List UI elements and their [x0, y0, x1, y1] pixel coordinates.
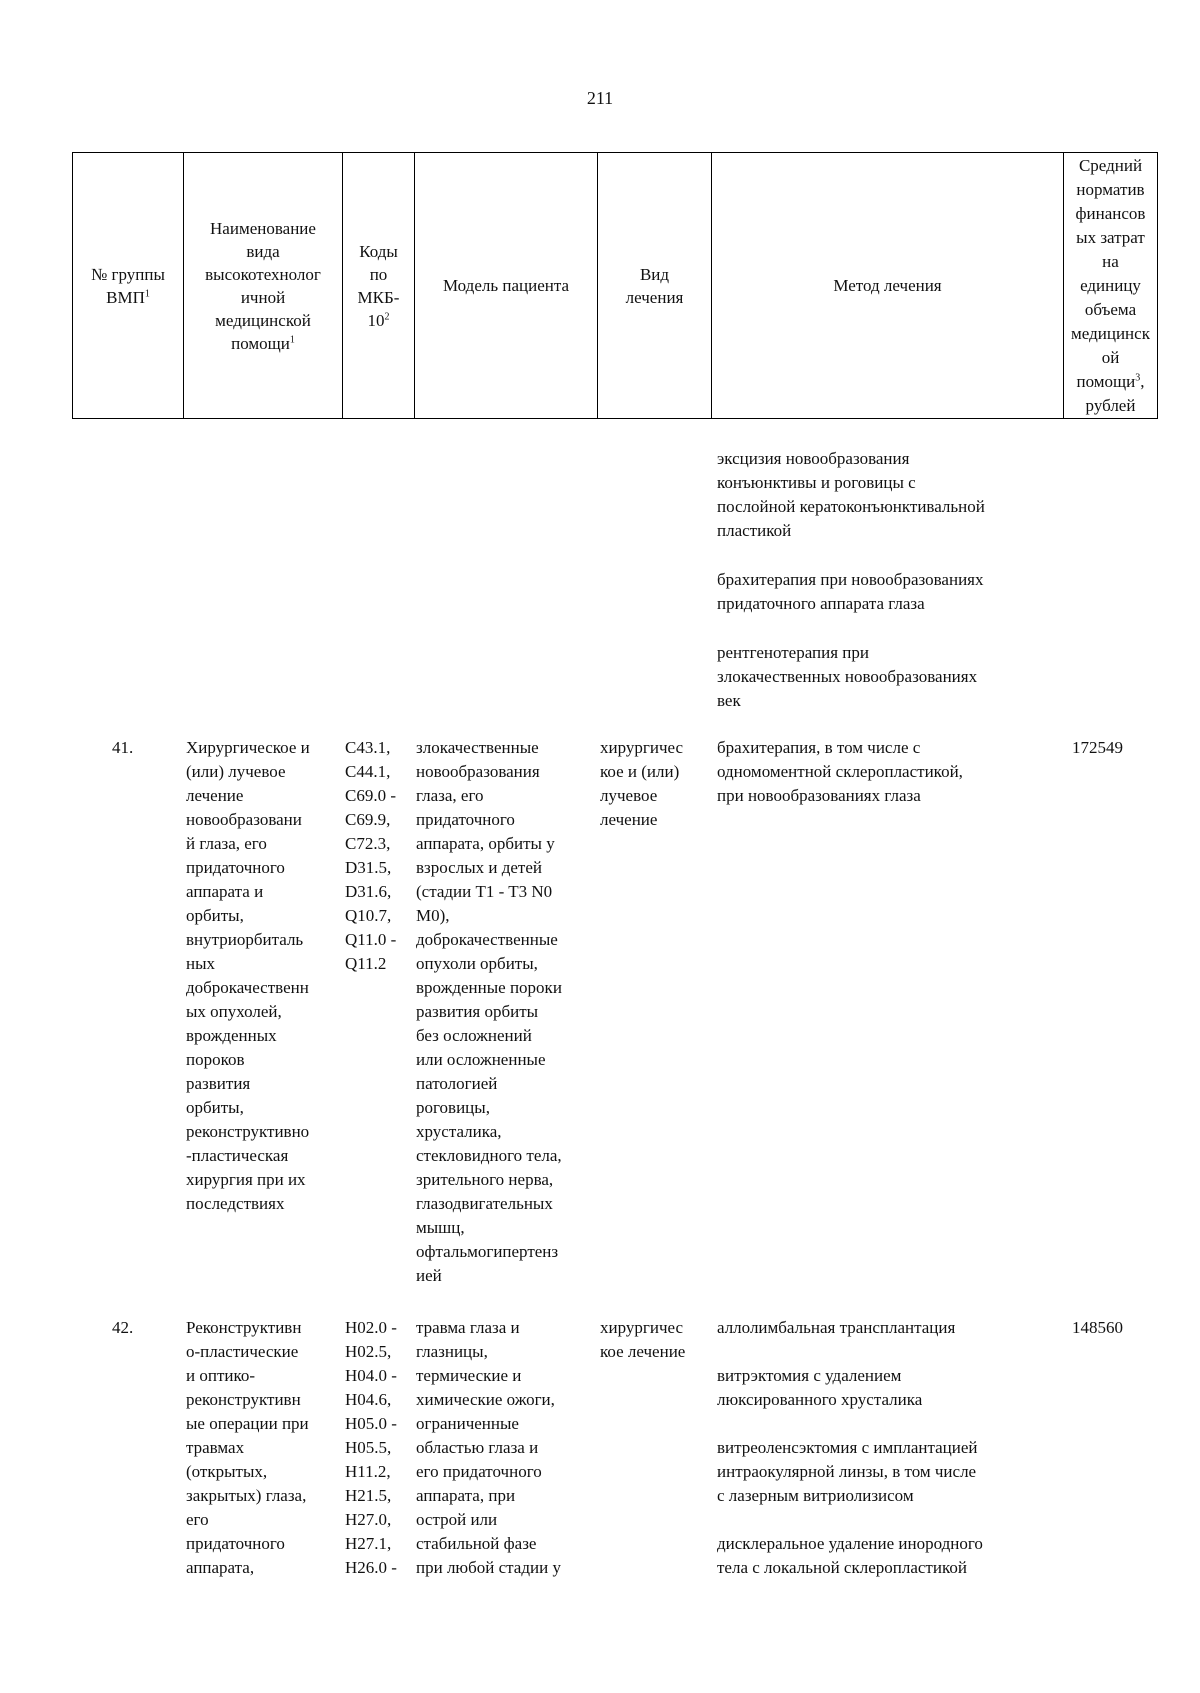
method-item: аллолимбальная трансплантация [717, 1318, 956, 1337]
row-treatment-type: хирургичес кое лечение [600, 1318, 686, 1361]
row-icd-codes: H02.0 - H02.5, H04.0 - H04.6, H05.0 - H05.5, H11.2, H21.5, H27.0, H27.1, H26.0 - [345, 1318, 397, 1577]
method-item: витреоленсэктомия с имплантацией интраокулярной линзы, в том числе с лазерным витриолизисом [717, 1438, 978, 1505]
header-table [72, 152, 1158, 419]
header-treatment-type: Вид лечения [598, 153, 712, 419]
page-number: 211 [586, 88, 614, 108]
row-patient-model: травма глаза и глазницы, термические и химические ожоги, ограниченные областью глаза и его придаточного аппарата, при острой или стабильной фазе при любой стадии у [416, 1318, 561, 1577]
header-group-number: № группы ВМП$^1$ [73, 153, 184, 419]
header-treatment-method: Метод лечения [712, 153, 1064, 419]
row-average-cost: 148560 [1072, 1318, 1123, 1337]
row-care-type: Хирургическое и (или) лучевое лечение новообразовани й глаза, его придаточного аппарата и орбиты, внутриорбиталь ных доброкачественн ых опухолей, врожденных пороков развития орбиты, реконструктивно -пластическая хирургия при их последствиях [186, 738, 310, 1213]
row-treatment-type: хирургичес кое и (или) лучевое лечение [600, 738, 684, 829]
method-item: брахитерапия при новообразованиях придаточного аппарата глаза [717, 570, 984, 613]
header-average-cost: Средний норматив финансов ых затрат на единицу объема медицинск ой помощи$^3$, рублей [1064, 153, 1158, 419]
row-average-cost: 172549 [1072, 738, 1123, 757]
method-item: рентгенотерапия при злокачественных новообразованиях век [717, 643, 978, 710]
header-patient-model: Модель пациента [415, 153, 598, 419]
row-care-type: Реконструктивн о-пластические и оптико- реконструктивн ые операции при травмах (открытых, закрытых) глаза, его придаточного аппарата, [186, 1318, 309, 1577]
row-number: 41. [112, 738, 134, 757]
header-care-type: Наименование вида высокотехнолог ичной медицинской помощи$^1$ [184, 153, 343, 419]
method-item: дисклеральное удаление инородного тела с локальной склеропластикой [717, 1534, 983, 1577]
row-icd-codes: C43.1, C44.1, C69.0 - C69.9, C72.3, D31.5, D31.6, Q10.7, Q11.0 - Q11.2 [345, 738, 397, 973]
method-item: витрэктомия с удалением люксированного хрусталика [717, 1366, 923, 1409]
method-item: брахитерапия, в том числе с одномоментной склеропластикой, при новообразованиях глаза [717, 738, 963, 805]
row-patient-model: злокачественные новообразования глаза, его придаточного аппарата, орбиты у взрослых и детей (стадии T1 - T3 N0 M0), доброкачественные опухоли орбиты, врожденные пороки развития орбиты без осложнений или осложненные патологией роговицы, хрусталика, стекловидного тела, зрительного нерва, глазодвигательных мышц, офтальмогипертенз ией [416, 738, 562, 1285]
row-number: 42. [112, 1318, 134, 1337]
header-icd-codes: Коды по МКБ- $10^2$ [343, 153, 415, 419]
method-item: эксцизия новообразования конъюнктивы и роговицы с послойной кератоконъюнктивальной пластикой [717, 449, 985, 540]
